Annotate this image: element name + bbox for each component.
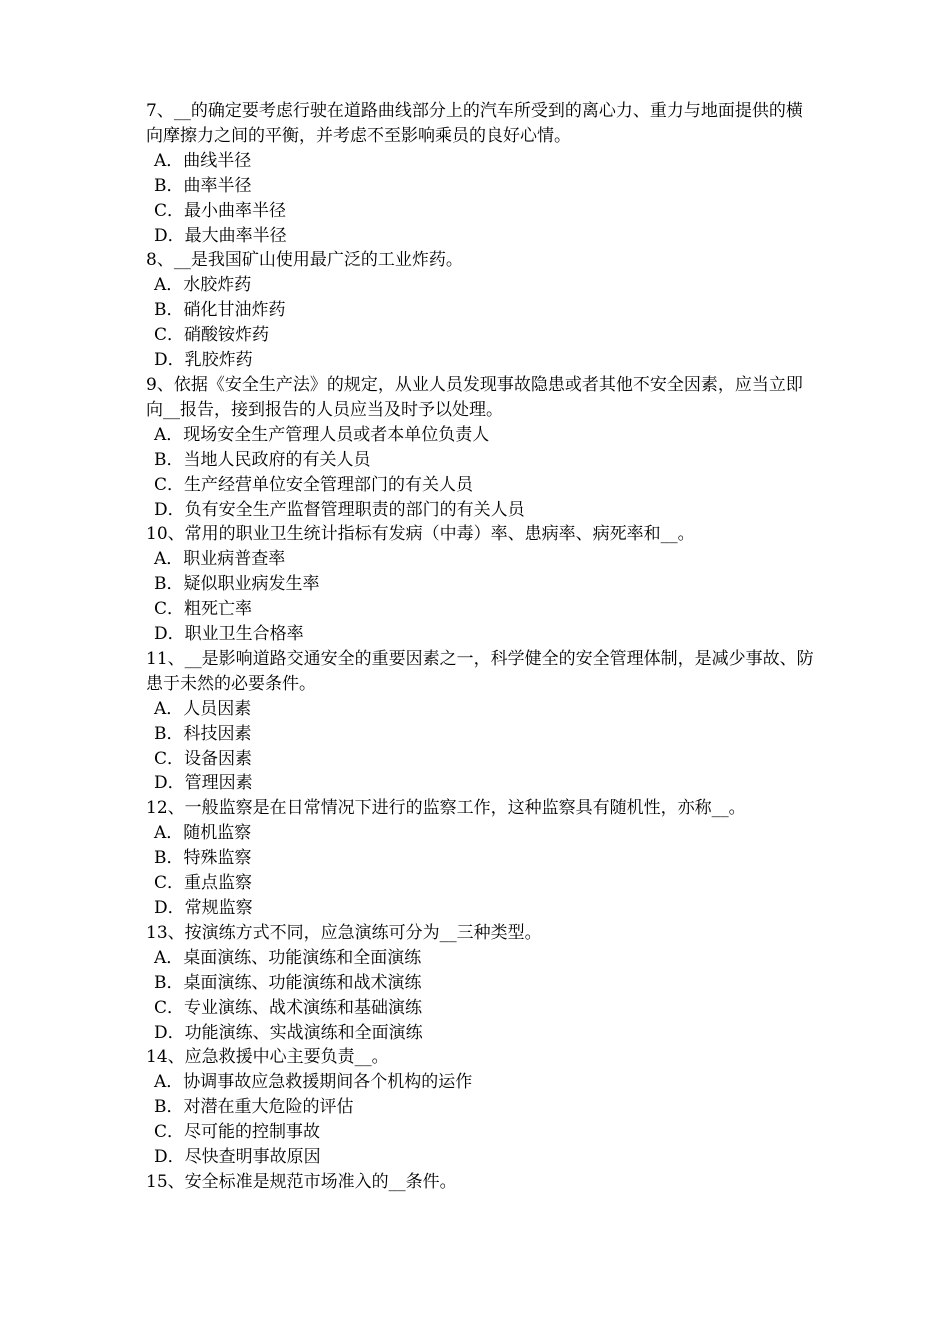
option-a: A．协调事故应急救援期间各个机构的运作	[154, 1072, 473, 1093]
option-c: C．生产经营单位安全管理部门的有关人员	[154, 474, 474, 495]
option-c: C．最小曲率半径	[154, 200, 287, 221]
question-stem: 12、一般监察是在日常情况下进行的监察工作，这种监察具有随机性，亦称__。	[146, 798, 746, 819]
option-a: A．职业病普查率	[154, 549, 286, 570]
option-d: D．最大曲率半径	[154, 225, 287, 246]
question-stem: 14、应急救援中心主要负责__。	[146, 1047, 389, 1068]
question-stem: 13、按演练方式不同，应急演练可分为__三种类型。	[146, 922, 542, 943]
option-c: C．专业演练、战术演练和基础演练	[154, 997, 423, 1018]
option-a: A．曲线半径	[154, 150, 252, 171]
option-d: D．功能演练、实战演练和全面演练	[154, 1022, 423, 1043]
option-a: A．桌面演练、功能演练和全面演练	[154, 947, 422, 968]
option-a: A．随机监察	[154, 823, 252, 844]
option-b: B．桌面演练、功能演练和战术演练	[154, 972, 422, 993]
option-b: B．科技因素	[154, 723, 252, 744]
question-12	[146, 796, 816, 921]
question-stem: 10、常用的职业卫生统计指标有发病（中毒）率、患病率、病死率和__。	[146, 524, 695, 545]
option-b: B．曲率半径	[154, 175, 252, 196]
question-10	[146, 522, 816, 647]
option-c: C．重点监察	[154, 873, 253, 894]
option-c: C．粗死亡率	[154, 599, 253, 620]
question-stem: 15、安全标准是规范市场准入的__条件。	[146, 1171, 457, 1192]
question-stem: 9、依据《安全生产法》的规定，从业人员发现事故隐患或者其他不安全因素，应当立即向__报告，接到报告的人员应当及时予以处理。	[146, 374, 803, 420]
option-b: B．硝化甘油炸药	[154, 300, 286, 321]
document-page	[146, 99, 816, 1195]
option-a: A．人员因素	[154, 698, 252, 719]
question-8	[146, 248, 816, 373]
question-stem: 8、__是我国矿山使用最广泛的工业炸药。	[146, 250, 463, 271]
option-a: A．现场安全生产管理人员或者本单位负责人	[154, 424, 490, 445]
question-15	[146, 1170, 816, 1195]
option-b: B．疑似职业病发生率	[154, 574, 320, 595]
option-b: B．对潜在重大危险的评估	[154, 1097, 354, 1118]
question-7	[146, 99, 816, 248]
question-11	[146, 647, 816, 796]
option-d: D．负有安全生产监督管理职责的部门的有关人员	[154, 499, 525, 520]
question-stem: 7、__的确定要考虑行驶在道路曲线部分上的汽车所受到的离心力、重力与地面提供的横向摩擦力之间的平衡，并考虑不至影响乘员的良好心情。	[146, 101, 803, 146]
option-a: A．水胶炸药	[154, 275, 252, 296]
option-d: D．尽快查明事故原因	[154, 1147, 321, 1168]
option-c: C．尽可能的控制事故	[154, 1122, 321, 1143]
question-13	[146, 921, 816, 1046]
option-d: D．管理因素	[154, 773, 253, 794]
option-d: D．常规监察	[154, 898, 253, 918]
question-9	[146, 373, 816, 522]
option-c: C．硝酸铵炸药	[154, 325, 270, 346]
option-b: B．当地人民政府的有关人员	[154, 449, 371, 470]
option-c: C．设备因素	[154, 748, 253, 769]
option-d: D．职业卫生合格率	[154, 624, 304, 645]
option-b: B．特殊监察	[154, 848, 252, 869]
question-14	[146, 1045, 816, 1170]
question-stem: 11、__是影响道路交通安全的重要因素之一，科学健全的安全管理体制，是减少事故、防患于未然的必要条件。	[146, 648, 814, 694]
option-d: D．乳胶炸药	[154, 350, 253, 371]
